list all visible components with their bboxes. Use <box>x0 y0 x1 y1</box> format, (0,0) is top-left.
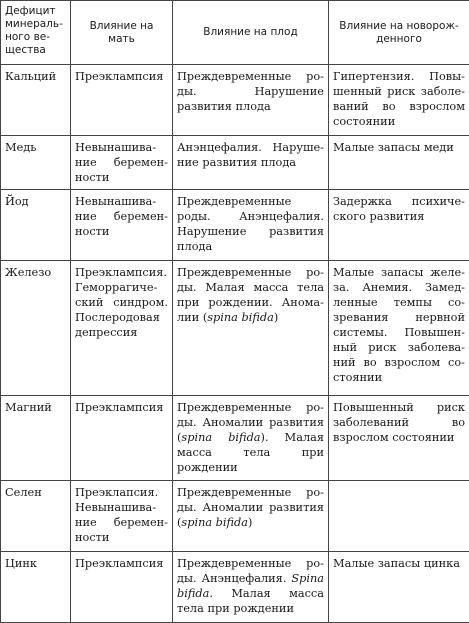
cell-newborn: Малые запасы железа. Анемия. Замедленные темпы созревания нервной системы. Повышенный риск заболеваний во взрослом состоянии <box>329 261 469 396</box>
cell-mineral: Железо <box>1 261 71 396</box>
header-mineral: Дефицит минерального вещества <box>1 1 71 65</box>
cell-mineral: Йод <box>1 190 71 261</box>
cell-fetus: Преждевременные роды. Аномалии развития (spina bifida) <box>173 481 329 552</box>
table-header <box>1 1 469 65</box>
cell-mother: Преэклапсия. Невынашивание беременности <box>71 481 173 552</box>
cell-mother: Преэклампсия <box>71 65 173 136</box>
cell-newborn: Малые запасы меди <box>329 136 469 190</box>
table-row <box>1 261 469 396</box>
cell-mother: Невынашивание беременности <box>71 190 173 261</box>
cell-fetus: Преждевременные роды. Анэнцефалия. Нарушение развития плода <box>173 190 329 261</box>
table-body <box>1 65 469 623</box>
cell-fetus: Преждевременные роды. Аномалии развития (spina bifida). Малая масса тела при рождении <box>173 396 329 481</box>
cell-newborn: Малые запасы цинка <box>329 552 469 623</box>
cell-mother: Преэклампсия <box>71 552 173 623</box>
header-fetus: Влияние на плод <box>173 1 329 65</box>
cell-newborn: Задержка психического развития <box>329 190 469 261</box>
table-row <box>1 396 469 481</box>
cell-mineral: Кальций <box>1 65 71 136</box>
cell-newborn: Гипертензия. Повышенный риск заболеваний во взрослом состоянии <box>329 65 469 136</box>
table-row <box>1 190 469 261</box>
table-row <box>1 552 469 623</box>
cell-fetus: Преждевременные роды. Малая масса тела при рождении. Аномалии (spina bifida) <box>173 261 329 396</box>
cell-mineral: Магний <box>1 396 71 481</box>
cell-mineral: Цинк <box>1 552 71 623</box>
cell-mineral: Медь <box>1 136 71 190</box>
table-row <box>1 65 469 136</box>
cell-fetus: Преждевременные роды. Нарушение развития плода <box>173 65 329 136</box>
cell-mother: Невынашивание беременности <box>71 136 173 190</box>
cell-newborn: Повышенный риск заболеваний во взрослом состоянии <box>329 396 469 481</box>
header-newborn: Влияние на новорожденного <box>329 1 469 65</box>
cell-mother: Преэклампсия. Геморрагический синдром. Послеродовая депрессия <box>71 261 173 396</box>
cell-fetus: Преждевременные роды. Анэнцефалия. Spina bifida. Малая масса тела при рождении <box>173 552 329 623</box>
cell-mineral: Селен <box>1 481 71 552</box>
cell-mother: Преэклампсия <box>71 396 173 481</box>
header-mother: Влияние на мать <box>71 1 173 65</box>
table-row <box>1 481 469 552</box>
table-row <box>1 136 469 190</box>
cell-fetus: Анэнцефалия. Нарушение развития плода <box>173 136 329 190</box>
header-row <box>1 1 469 65</box>
cell-newborn <box>329 481 469 552</box>
